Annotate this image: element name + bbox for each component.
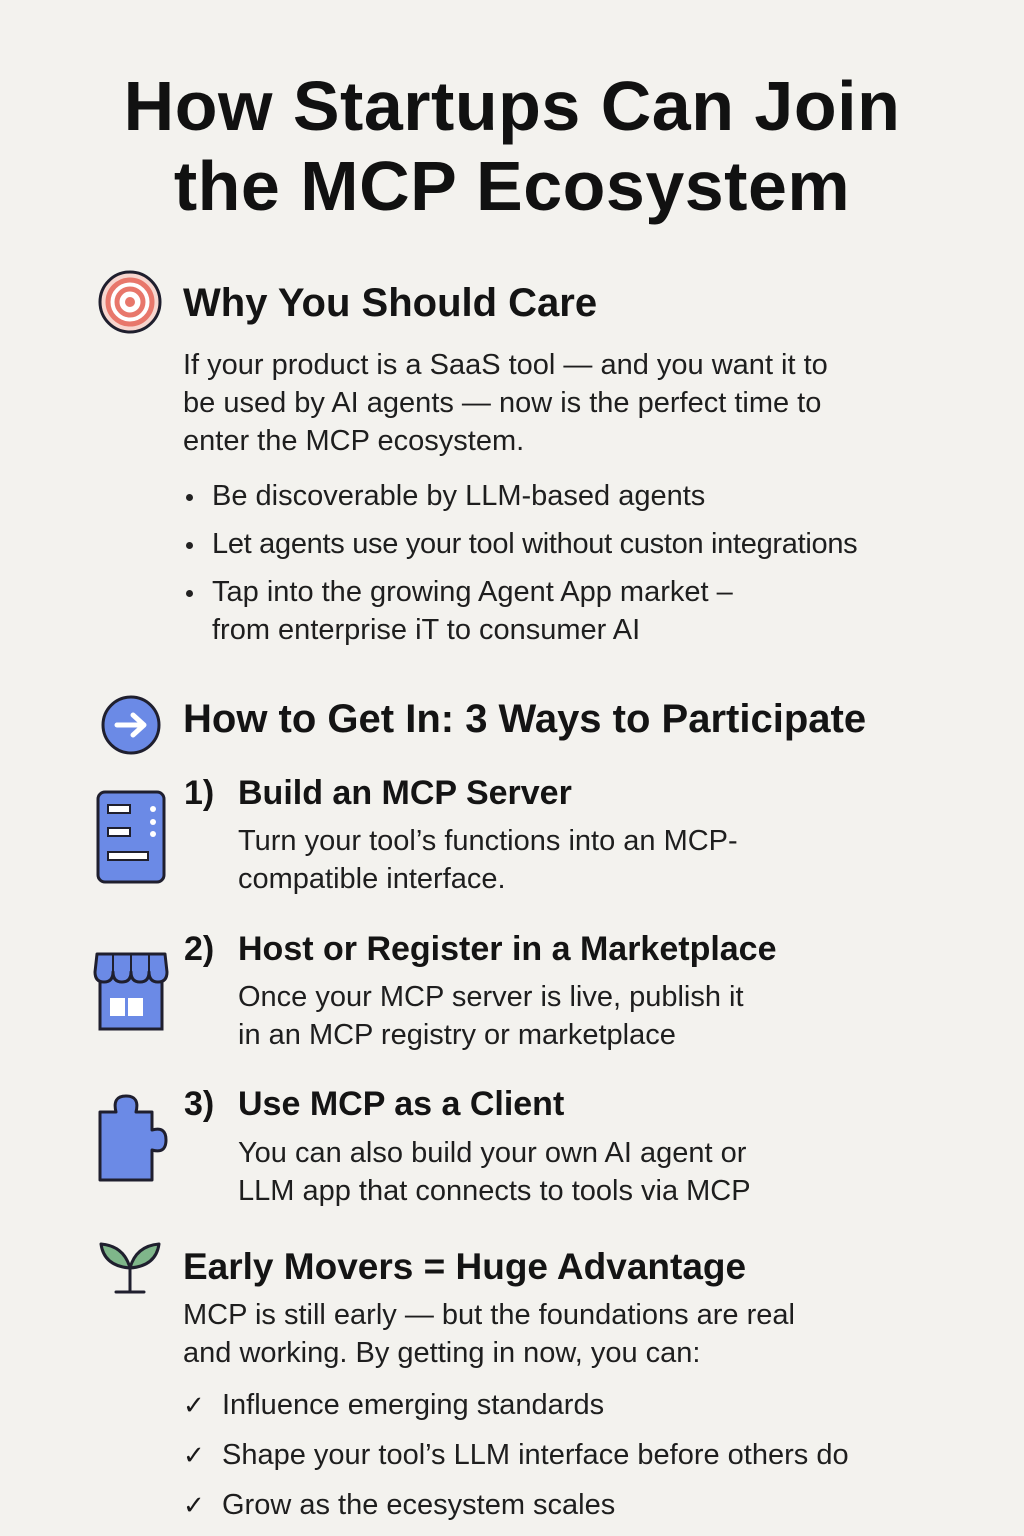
early-paragraph-line: MCP is still early — but the foundations are real [183,1299,795,1331]
way-2-number: 2) [184,930,215,968]
way-1-description [238,822,738,898]
way-1-description-line: Turn your tool’s functions into an MCP- [238,825,738,857]
checkmark-icon: ✓ [183,1390,205,1420]
arrow-right-circle-icon [100,694,162,756]
sprout-icon [98,1240,162,1296]
way-3-number: 3) [184,1085,215,1123]
why-bullet-2: Let agents use your tool without custon integrations [212,528,858,560]
checkmark-icon: ✓ [183,1440,205,1470]
why-paragraph-line: be used by AI agents — now is the perfect time to [183,387,822,419]
target-icon [98,270,162,334]
bullet-dot [186,542,193,549]
page-title [0,66,1024,226]
way-2-description-line: Once your MCP server is live, publish it [238,981,744,1013]
puzzle-piece-icon [94,1094,168,1186]
why-paragraph [183,346,828,460]
why-paragraph-line: enter the MCP ecosystem. [183,425,525,457]
way-2-title: Host or Register in a Marketplace [238,930,777,968]
way-3-title: Use MCP as a Client [238,1085,565,1123]
way-3-description [238,1134,751,1210]
storefront-icon [93,950,169,1032]
why-bullet-3-line: from enterprise iT to consumer AI [212,614,641,646]
why-bullet-3 [212,573,733,649]
early-check-3: Grow as the ecesystem scales [222,1489,616,1521]
early-paragraph-line: and working. By getting in now, you can: [183,1337,701,1369]
page-title-line-1: How Startups Can Join [123,67,901,145]
why-paragraph-line: If your product is a SaaS tool — and you want it to [183,349,828,381]
way-3-description-line: LLM app that connects to tools via MCP [238,1175,751,1207]
way-2-description [238,978,744,1054]
why-bullet-3-line: Tap into the growing Agent App market – [212,576,733,608]
way-1-title: Build an MCP Server [238,774,572,812]
how-heading: How to Get In: 3 Ways to Participate [183,697,867,741]
way-2-description-line: in an MCP registry or marketplace [238,1019,676,1051]
early-check-1: Influence emerging standards [222,1389,605,1421]
why-heading: Why You Should Care [183,281,598,325]
way-1-number: 1) [184,774,215,812]
bullet-dot [186,590,193,597]
page-title-line-2: the MCP Ecosystem [173,147,851,225]
early-heading: Early Movers = Huge Advantage [183,1246,747,1287]
early-paragraph [183,1296,795,1372]
checkmark-icon: ✓ [183,1490,205,1520]
why-bullet-1: Be discoverable by LLM-based agents [212,480,706,512]
way-1-description-line: compatible interface. [238,863,506,895]
early-check-2: Shape your tool’s LLM interface before others do [222,1439,849,1471]
bullet-dot [186,494,193,501]
way-3-description-line: You can also build your own AI agent or [238,1137,747,1169]
server-icon [96,790,166,884]
